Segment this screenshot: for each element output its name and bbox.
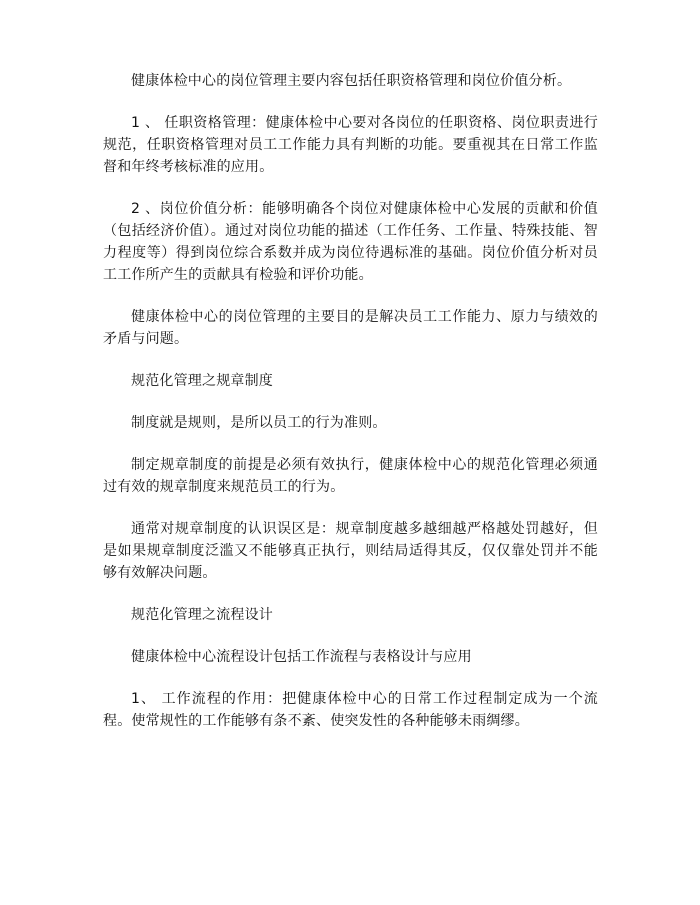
paragraph-process-design-scope: 健康体检中心流程设计包括工作流程与表格设计与应用 bbox=[131, 649, 472, 665]
paragraph-rules-misconception: 通常对规章制度的认识误区是：规章制度越多越细越严格越处罚越好，但是如果规章制度泛滥又不能够真正执行，则结局适得其反，仅仅靠处罚并不能够有效解决问题。 bbox=[103, 521, 598, 581]
paragraph-job-management-intro: 健康体检中心的岗位管理主要内容包括任职资格管理和岗位价值分析。 bbox=[131, 73, 572, 89]
paragraph-job-management-purpose: 健康体检中心的岗位管理的主要目的是解决员工工作能力、原力与绩效的矛盾与问题。 bbox=[103, 309, 598, 347]
document-page bbox=[103, 70, 598, 752]
heading-rules-regulations: 规范化管理之规章制度 bbox=[131, 373, 273, 389]
paragraph-workflow-role: 1、 工作流程的作用：把健康体检中心的日常工作过程制定成为一个流程。使常规性的工作能够有条不紊、使突发性的各种能够未雨绸缪。 bbox=[103, 691, 598, 729]
paragraph-qualification-management: 1 、 任职资格管理：健康体检中心要对各岗位的任职资格、岗位职责进行规范，任职资格管理对员工工作能力具有判断的功能。要重视其在日常工作监督和年终考核标准的应用。 bbox=[103, 115, 598, 175]
heading-process-design: 规范化管理之流程设计 bbox=[131, 607, 273, 623]
paragraph-rules-definition: 制度就是规则，是所以员工的行为准则。 bbox=[131, 415, 387, 431]
paragraph-rules-premise: 制定规章制度的前提是必须有效执行，健康体检中心的规范化管理必须通过有效的规章制度来规范员工的行为。 bbox=[103, 457, 598, 495]
paragraph-position-value-analysis: 2 、岗位价值分析：能够明确各个岗位对健康体检中心发展的贡献和价值（包括经济价值）。通过对岗位功能的描述（工作任务、工作量、特殊技能、智力程度等）得到岗位综合系数并成为岗位待遇标准的基础。岗位价值分析对员工工作所产生的贡献具有检验和评价功能。 bbox=[103, 201, 598, 283]
